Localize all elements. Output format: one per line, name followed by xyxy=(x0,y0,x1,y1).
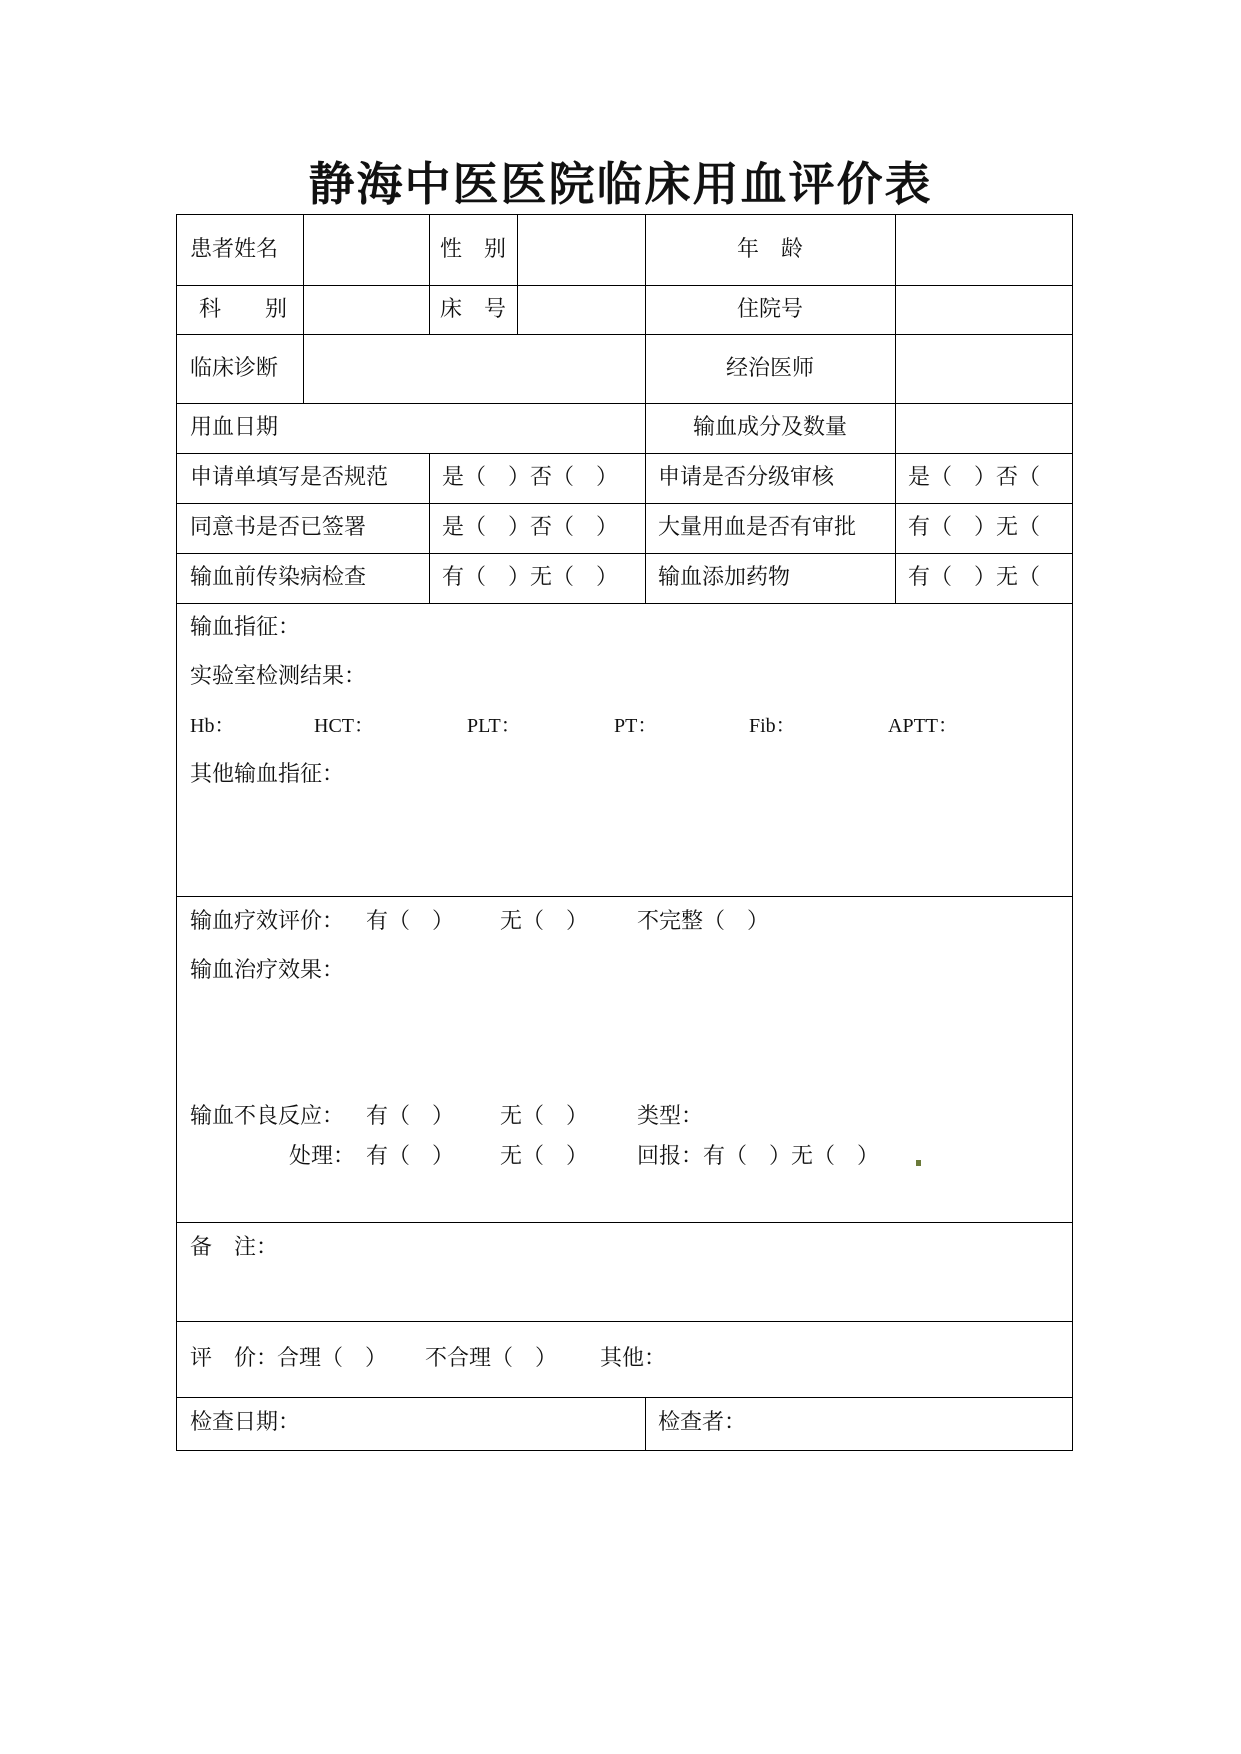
department-label: 科 别 xyxy=(199,297,288,322)
transfusion-date-label: 用血日期 xyxy=(190,415,279,440)
added-drugs-options: 有（ ）无（ xyxy=(908,565,1041,590)
report-label: 回报：有（ ）无（ ） xyxy=(637,1144,880,1169)
doctor-label: 经治医师 xyxy=(725,356,814,381)
efficacy-no: 无（ ） xyxy=(500,909,589,934)
row-divider xyxy=(177,1321,1072,1322)
age-label: 年 龄 xyxy=(736,237,803,262)
lab-test-hct: HCT： xyxy=(314,715,374,737)
col-divider xyxy=(429,453,430,603)
row-divider xyxy=(177,403,1072,404)
row-divider xyxy=(177,453,1072,454)
col-divider xyxy=(645,1397,646,1450)
page-title: 静海中医医院临床用血评价表 xyxy=(308,157,933,211)
remark-label: 备 注： xyxy=(190,1235,279,1260)
admission-number-label: 住院号 xyxy=(736,297,803,322)
check-date-label: 检查日期： xyxy=(190,1410,301,1435)
other-indication-label: 其他输血指征： xyxy=(190,762,345,787)
graded-review-label: 申请是否分级审核 xyxy=(658,465,835,490)
evaluation-form xyxy=(176,214,1073,1451)
row-divider xyxy=(177,896,1072,897)
row-divider xyxy=(177,553,1072,554)
graded-review-options: 是（ ）否（ xyxy=(908,465,1041,490)
application-standard-options: 是（ ）否（ ） xyxy=(442,465,619,490)
mass-transfusion-approval-label: 大量用血是否有审批 xyxy=(658,515,857,540)
lab-test-aptt: APTT： xyxy=(888,715,958,737)
handling-label: 处理： xyxy=(289,1144,356,1169)
row-divider xyxy=(177,1222,1072,1223)
application-standard-label: 申请单填写是否规范 xyxy=(190,465,389,490)
consent-signed-options: 是（ ）否（ ） xyxy=(442,515,619,540)
row-divider xyxy=(177,503,1072,504)
evaluation-unreasonable: 不合理（ ） xyxy=(425,1346,558,1371)
adverse-reaction-yes: 有（ ） xyxy=(366,1104,455,1129)
efficacy-eval-label: 输血疗效评价： xyxy=(190,909,345,934)
handling-no: 无（ ） xyxy=(500,1144,589,1169)
treatment-effect-label: 输血治疗效果： xyxy=(190,958,345,983)
added-drugs-label: 输血添加药物 xyxy=(658,565,791,590)
col-divider xyxy=(895,215,896,603)
adverse-reaction-no: 无（ ） xyxy=(500,1104,589,1129)
efficacy-incomplete: 不完整（ ） xyxy=(637,909,770,934)
component-quantity-label: 输血成分及数量 xyxy=(692,415,847,440)
col-divider xyxy=(303,215,304,403)
diagnosis-label: 临床诊断 xyxy=(190,356,279,381)
evaluation-reasonable: 合理（ ） xyxy=(277,1346,388,1371)
gender-label: 性 别 xyxy=(439,237,506,262)
evaluation-other: 其他： xyxy=(600,1346,667,1371)
consent-signed-label: 同意书是否已签署 xyxy=(190,515,367,540)
efficacy-yes: 有（ ） xyxy=(366,909,455,934)
lab-results-label: 实验室检测结果： xyxy=(190,664,367,689)
col-divider xyxy=(645,215,646,603)
row-divider xyxy=(177,334,1072,335)
infection-test-label: 输血前传染病检查 xyxy=(190,565,367,590)
inspector-label: 检查者： xyxy=(658,1410,747,1435)
patient-name-label: 患者姓名 xyxy=(190,237,279,262)
lab-test-plt: PLT： xyxy=(467,715,521,737)
mass-transfusion-approval-options: 有（ ）无（ xyxy=(908,515,1041,540)
lab-test-pt: PT： xyxy=(614,715,658,737)
handling-yes: 有（ ） xyxy=(366,1144,455,1169)
indication-label: 输血指征： xyxy=(190,615,301,640)
small-mark xyxy=(916,1160,921,1166)
row-divider xyxy=(177,1397,1072,1398)
infection-test-options: 有（ ）无（ ） xyxy=(442,565,619,590)
adverse-reaction-label: 输血不良反应： xyxy=(190,1104,345,1129)
lab-test-fib: Fib： xyxy=(749,715,796,737)
bed-label: 床 号 xyxy=(439,297,506,322)
col-divider xyxy=(517,215,518,334)
reaction-type-label: 类型： xyxy=(637,1104,704,1129)
lab-test-hb: Hb： xyxy=(190,715,235,737)
row-divider xyxy=(177,603,1072,604)
evaluation-label: 评 价： xyxy=(190,1346,279,1371)
row-divider xyxy=(177,285,1072,286)
